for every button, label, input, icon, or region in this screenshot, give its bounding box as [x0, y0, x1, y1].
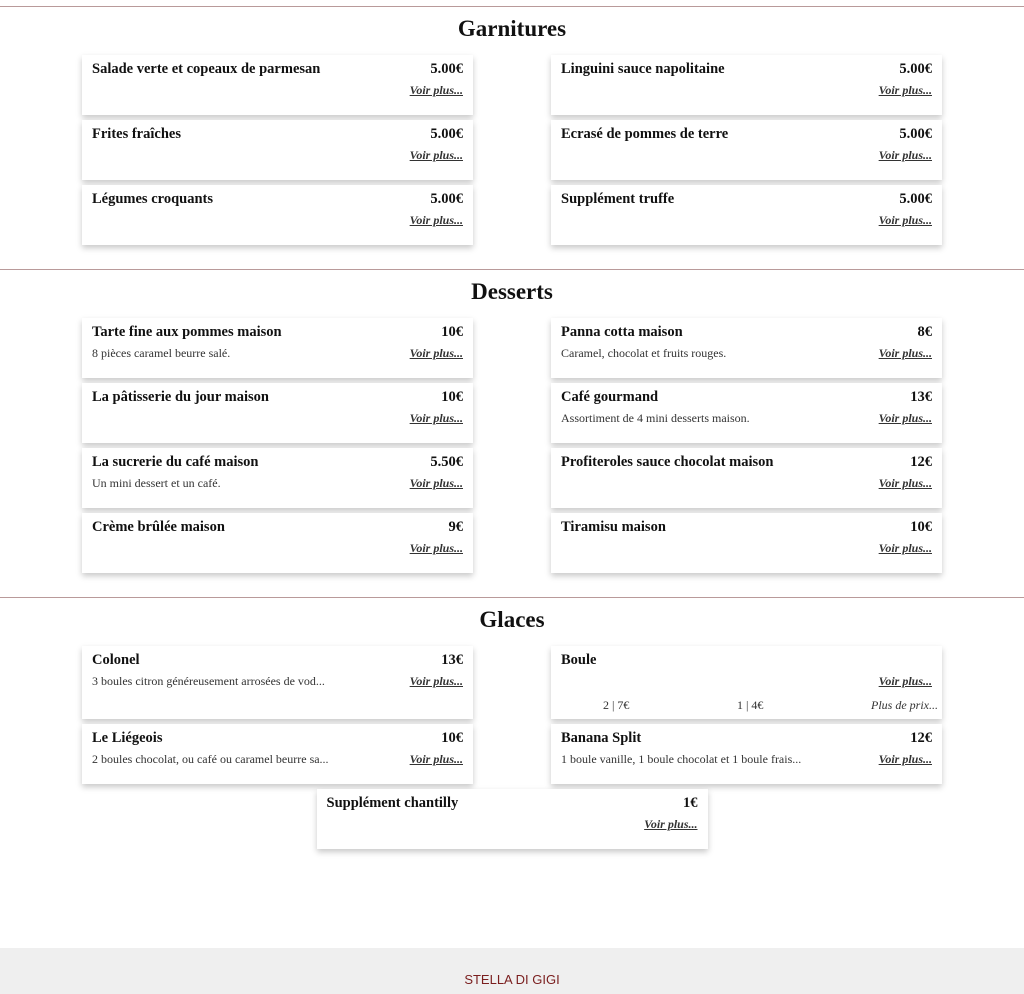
menu-item-card[interactable] [82, 318, 473, 378]
item-grid [82, 318, 942, 597]
item-details [561, 83, 932, 97]
voir-plus-link[interactable]: Voir plus... [878, 411, 932, 425]
item-description: Assortiment de 4 mini desserts maison. [561, 411, 750, 425]
item-description: 2 boules chocolat, ou café ou caramel beurre sa... [92, 752, 329, 766]
footer-brand[interactable]: STELLA DI GIGI [464, 972, 560, 987]
item-price: 9€ [448, 519, 463, 535]
item-name: Ecrasé de pommes de terre [561, 126, 729, 142]
voir-plus-link[interactable]: Voir plus... [878, 752, 932, 766]
voir-plus-link[interactable]: Voir plus... [878, 213, 932, 227]
item-details [92, 752, 463, 766]
item-header [92, 389, 463, 405]
menu-item-card[interactable] [82, 185, 473, 245]
menu-section-desserts [0, 269, 1024, 597]
item-header [92, 61, 463, 77]
item-header [92, 126, 463, 142]
item-description: Un mini dessert et un café. [92, 476, 221, 490]
voir-plus-link[interactable]: Voir plus... [409, 541, 463, 555]
price-option: 1 | 4€ [737, 698, 764, 712]
price-option: 2 | 7€ [603, 698, 630, 712]
menu-item-card[interactable] [82, 646, 473, 719]
item-header [561, 519, 932, 535]
item-details [327, 817, 698, 831]
voir-plus-link[interactable]: Voir plus... [409, 674, 463, 688]
item-details [561, 411, 932, 425]
item-price: 10€ [910, 519, 932, 535]
item-grid [82, 55, 942, 269]
item-description: 3 boules citron généreusement arrosées de vod... [92, 674, 325, 688]
item-header [92, 730, 463, 746]
menu-item-card[interactable] [551, 724, 942, 784]
item-details [561, 541, 932, 555]
item-header [561, 61, 932, 77]
item-details [92, 346, 463, 360]
item-details [561, 476, 932, 490]
menu-item-card[interactable] [551, 318, 942, 378]
item-price: 5.00€ [899, 61, 932, 77]
item-price: 5.50€ [430, 454, 463, 470]
item-name: Banana Split [561, 730, 642, 746]
item-header [561, 652, 932, 668]
item-name: Panna cotta maison [561, 324, 683, 340]
footer [0, 948, 1024, 994]
item-details [561, 752, 932, 766]
item-name: Profiteroles sauce chocolat maison [561, 454, 774, 470]
item-name: La sucrerie du café maison [92, 454, 259, 470]
item-price: 5.00€ [430, 191, 463, 207]
item-name: Tiramisu maison [561, 519, 666, 535]
item-price: 5.00€ [430, 126, 463, 142]
item-details [561, 674, 932, 688]
menu-item-card[interactable] [551, 185, 942, 245]
menu-item-card[interactable] [82, 383, 473, 443]
section-title: Garnitures [457, 16, 567, 41]
item-header [561, 454, 932, 470]
voir-plus-link[interactable]: Voir plus... [409, 411, 463, 425]
item-price: 5.00€ [899, 126, 932, 142]
item-details [92, 83, 463, 97]
menu-item-card[interactable] [551, 646, 942, 719]
item-details [561, 346, 932, 360]
item-details [92, 411, 463, 425]
item-header [327, 795, 698, 811]
item-name: Frites fraîches [92, 126, 181, 142]
menu-section-garnitures [0, 6, 1024, 269]
menu-item-card[interactable] [82, 513, 473, 573]
menu-item-card[interactable] [551, 383, 942, 443]
item-header [92, 191, 463, 207]
item-price: 10€ [441, 730, 463, 746]
voir-plus-link[interactable]: Voir plus... [409, 476, 463, 490]
item-header [561, 730, 932, 746]
item-grid [82, 646, 942, 873]
item-header [561, 126, 932, 142]
menu-item-card[interactable] [82, 448, 473, 508]
more-prices-link[interactable]: Plus de prix... [871, 698, 938, 712]
voir-plus-link[interactable]: Voir plus... [409, 83, 463, 97]
item-name: Linguini sauce napolitaine [561, 61, 725, 77]
item-price: 13€ [910, 389, 932, 405]
section-title: Desserts [471, 279, 553, 304]
item-description: 1 boule vanille, 1 boule chocolat et 1 boule frais... [561, 752, 802, 766]
item-price: 13€ [441, 652, 463, 668]
menu-item-card[interactable] [82, 724, 473, 784]
item-header [561, 191, 932, 207]
voir-plus-link[interactable]: Voir plus... [878, 476, 932, 490]
voir-plus-link[interactable]: Voir plus... [409, 213, 463, 227]
item-header [561, 324, 932, 340]
item-description: Caramel, chocolat et fruits rouges. [561, 346, 727, 360]
voir-plus-link[interactable]: Voir plus... [409, 752, 463, 766]
item-header [92, 652, 463, 668]
menu-item-card[interactable] [551, 513, 942, 573]
voir-plus-link[interactable]: Voir plus... [878, 541, 932, 555]
item-details [92, 476, 463, 490]
item-price: 5.00€ [430, 61, 463, 77]
item-name: La pâtisserie du jour maison [92, 389, 269, 405]
menu-item-card[interactable] [551, 120, 942, 180]
item-price: 5.00€ [899, 191, 932, 207]
item-name: Colonel [92, 652, 140, 668]
menu-item-card[interactable] [82, 120, 473, 180]
item-price: 12€ [910, 454, 932, 470]
menu-section-glaces [0, 597, 1024, 873]
voir-plus-link[interactable]: Voir plus... [409, 148, 463, 162]
item-details [561, 213, 932, 227]
item-name: Le Liégeois [92, 730, 163, 746]
item-name: Supplément chantilly [326, 795, 459, 811]
item-details [92, 213, 463, 227]
item-header [561, 389, 932, 405]
item-header [92, 324, 463, 340]
item-header [92, 454, 463, 470]
item-price: 1€ [683, 795, 698, 811]
menu-item-card[interactable] [82, 55, 473, 115]
item-details [92, 541, 463, 555]
item-header [92, 519, 463, 535]
menu [0, 6, 1024, 873]
voir-plus-link[interactable]: Voir plus... [409, 346, 463, 360]
item-price: 12€ [910, 730, 932, 746]
voir-plus-link[interactable]: Voir plus... [878, 83, 932, 97]
item-name: Crème brûlée maison [92, 519, 225, 535]
item-price: 10€ [441, 324, 463, 340]
item-details [92, 148, 463, 162]
item-name: Boule [561, 652, 597, 668]
item-details [92, 674, 463, 688]
item-name: Café gourmand [561, 389, 659, 405]
item-name: Légumes croquants [92, 191, 213, 207]
voir-plus-link[interactable]: Voir plus... [878, 346, 932, 360]
menu-item-card[interactable] [551, 55, 942, 115]
item-name: Supplément truffe [561, 191, 675, 207]
item-name: Salade verte et copeaux de parmesan [92, 61, 321, 77]
item-name: Tarte fine aux pommes maison [92, 324, 282, 340]
price-options [561, 698, 938, 713]
item-price: 10€ [441, 389, 463, 405]
menu-item-card[interactable] [551, 448, 942, 508]
voir-plus-link[interactable]: Voir plus... [644, 817, 698, 831]
item-description: 8 pièces caramel beurre salé. [92, 346, 231, 360]
voir-plus-link[interactable]: Voir plus... [878, 674, 932, 688]
section-title: Glaces [479, 607, 545, 632]
voir-plus-link[interactable]: Voir plus... [878, 148, 932, 162]
item-price: 8€ [917, 324, 932, 340]
item-details [561, 148, 932, 162]
menu-item-card[interactable] [317, 789, 708, 849]
